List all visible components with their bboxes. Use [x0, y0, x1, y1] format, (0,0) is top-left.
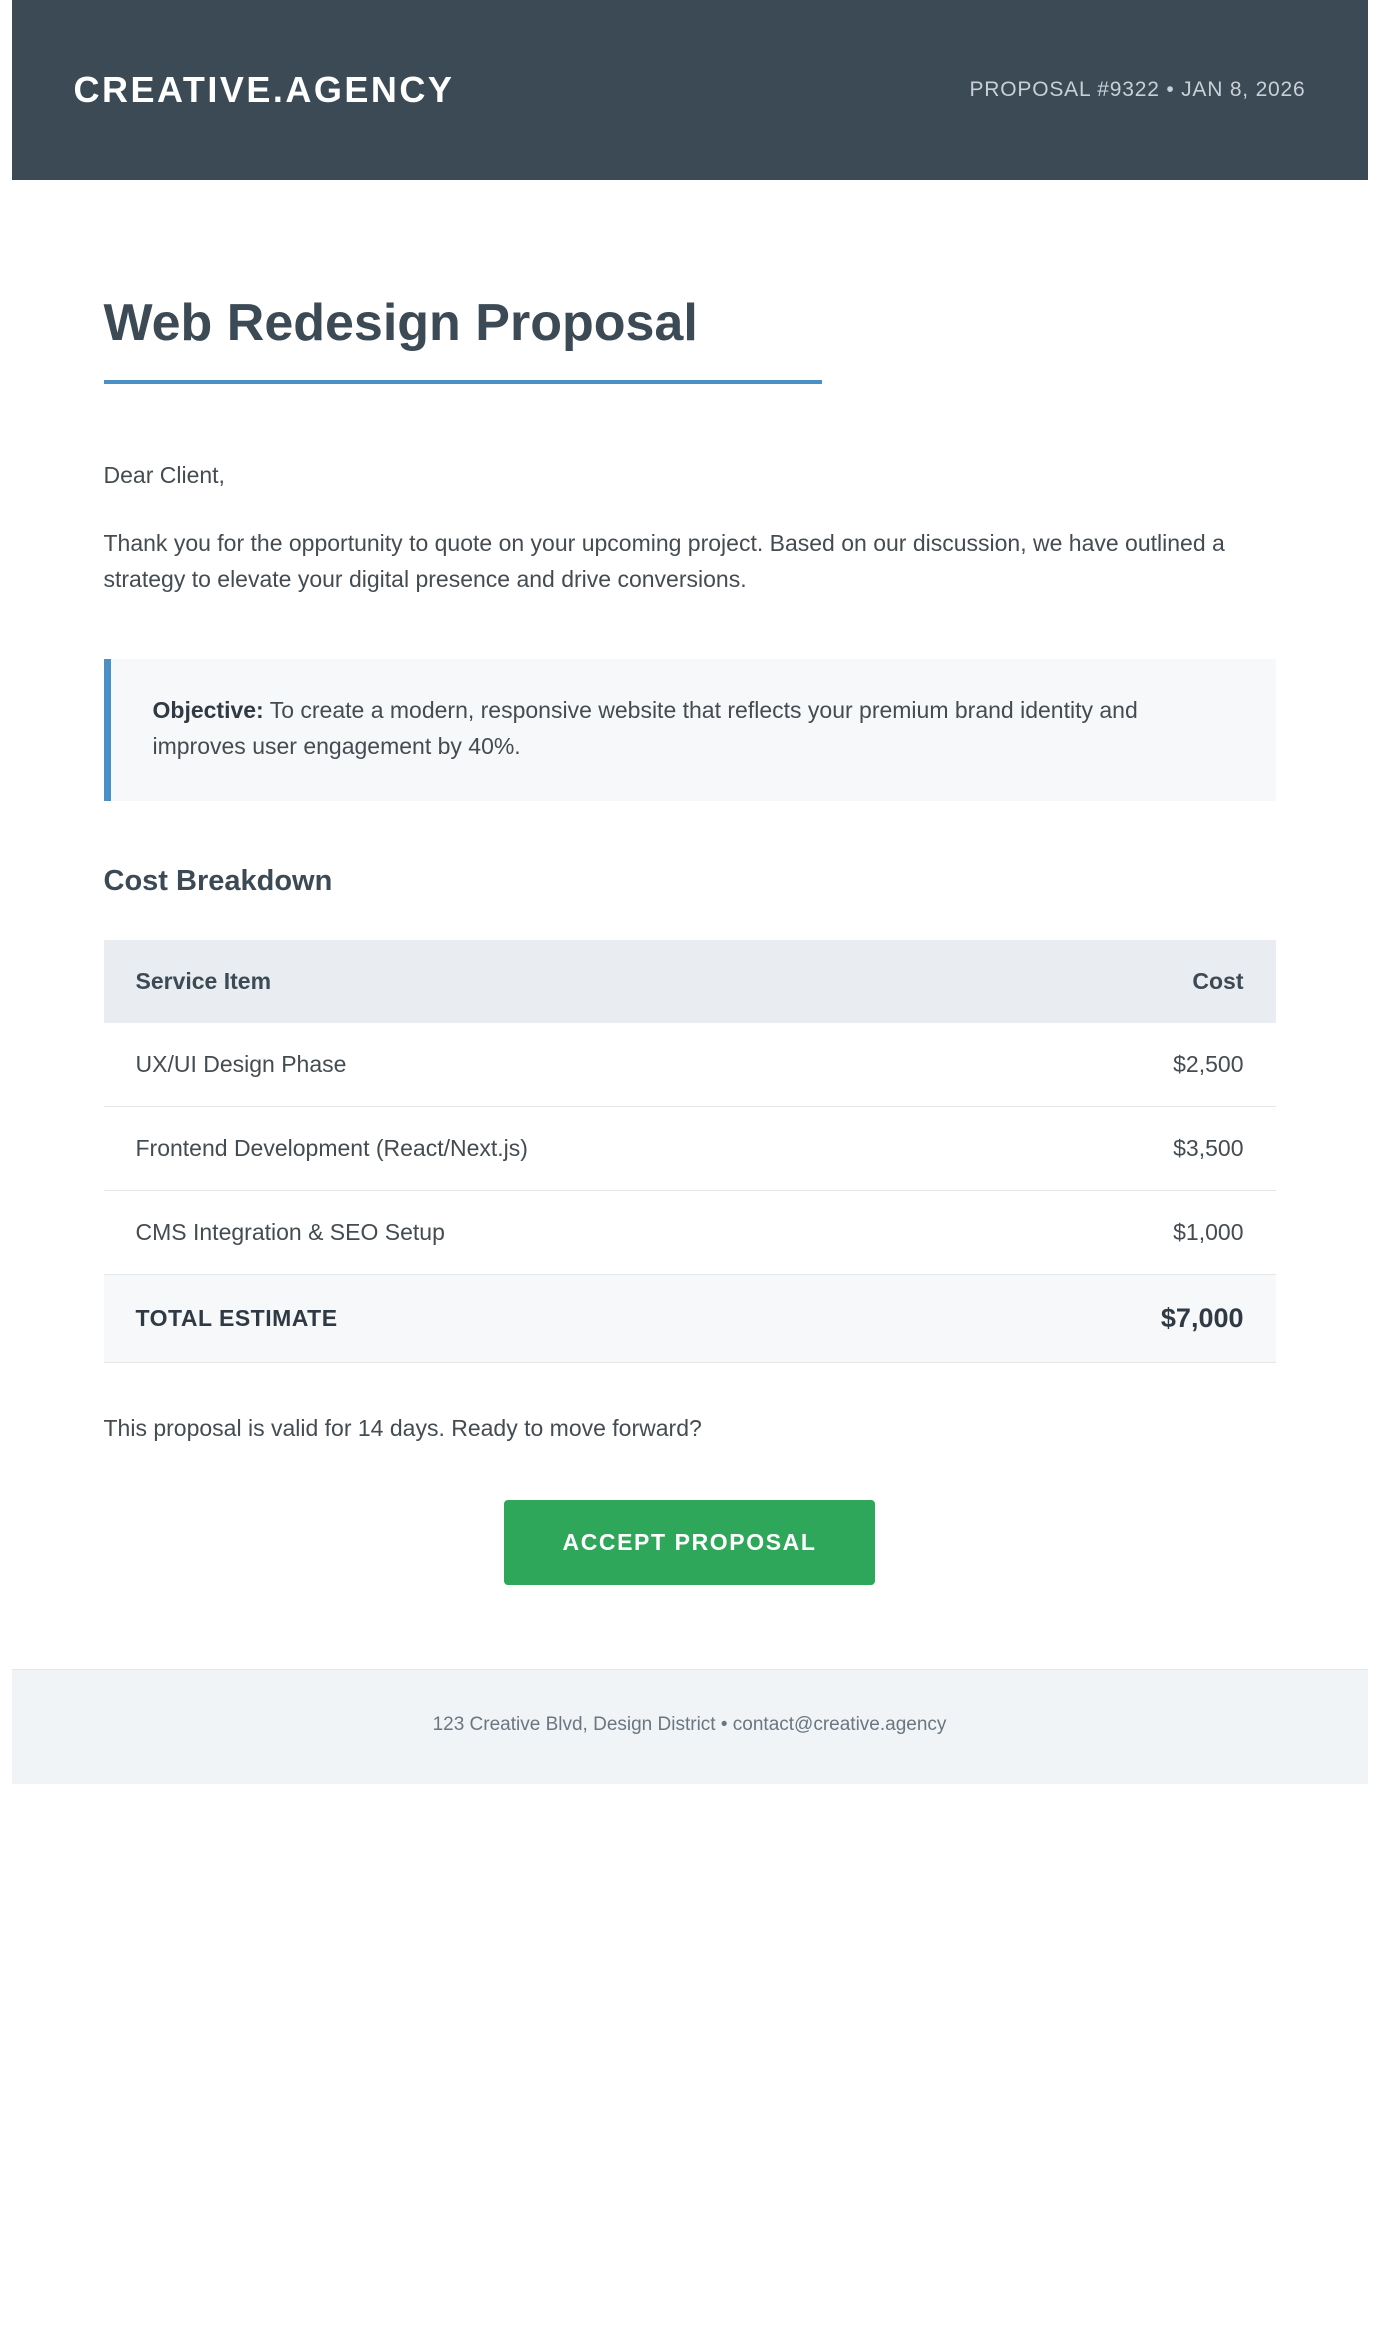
column-header-cost: Cost — [991, 940, 1276, 1023]
table-head — [104, 940, 1276, 1023]
cost-breakdown-table — [104, 940, 1276, 1363]
table-row-total — [104, 1275, 1276, 1363]
footer-contact-text: 123 Creative Blvd, Design District • contact@creative.agency — [432, 1714, 947, 1736]
cell-total-label: TOTAL ESTIMATE — [104, 1275, 991, 1363]
document-header — [12, 0, 1368, 180]
cell-service-item: UX/UI Design Phase — [104, 1023, 991, 1107]
intro-paragraph: Thank you for the opportunity to quote on your upcoming project. Based on our discussion, we have outlined a strategy to elevate your digital presence and drive conversions. — [103, 529, 1225, 593]
table-row — [104, 1191, 1276, 1275]
table-row — [104, 1107, 1276, 1191]
proposal-document — [12, 0, 1368, 1784]
title-underline-divider — [104, 380, 822, 384]
cell-cost: $2,500 — [991, 1023, 1276, 1107]
validity-note: This proposal is valid for 14 days. Ready to move forward? — [103, 1415, 702, 1442]
salutation-text: Dear Client, — [103, 461, 225, 488]
cell-cost: $3,500 — [991, 1107, 1276, 1191]
table-header-row — [104, 940, 1276, 1023]
cell-total-cost: $7,000 — [991, 1275, 1276, 1363]
section-title-cost-breakdown: Cost Breakdown — [103, 865, 333, 898]
cta-container — [104, 1500, 1276, 1669]
objective-body: To create a modern, responsive website that reflects your premium brand identity and improves user engagement by 40%. — [152, 697, 1138, 760]
objective-text — [153, 693, 1236, 765]
brand-logo: CREATIVE.AGENCY — [73, 69, 455, 110]
cell-service-item: CMS Integration & SEO Setup — [104, 1191, 991, 1275]
document-footer — [12, 1669, 1368, 1784]
column-header-service-item: Service Item — [104, 940, 991, 1023]
cell-cost: $1,000 — [991, 1191, 1276, 1275]
objective-label: Objective: — [152, 697, 264, 724]
page-title: Web Redesign Proposal — [103, 294, 698, 352]
accept-proposal-button[interactable]: ACCEPT PROPOSAL — [504, 1500, 874, 1585]
objective-callout — [104, 659, 1276, 801]
table-body — [104, 1023, 1276, 1363]
proposal-meta: PROPOSAL #9322 • JAN 8, 2026 — [969, 78, 1306, 101]
cell-service-item: Frontend Development (React/Next.js) — [104, 1107, 991, 1191]
document-body — [12, 180, 1368, 1669]
table-row — [104, 1023, 1276, 1107]
